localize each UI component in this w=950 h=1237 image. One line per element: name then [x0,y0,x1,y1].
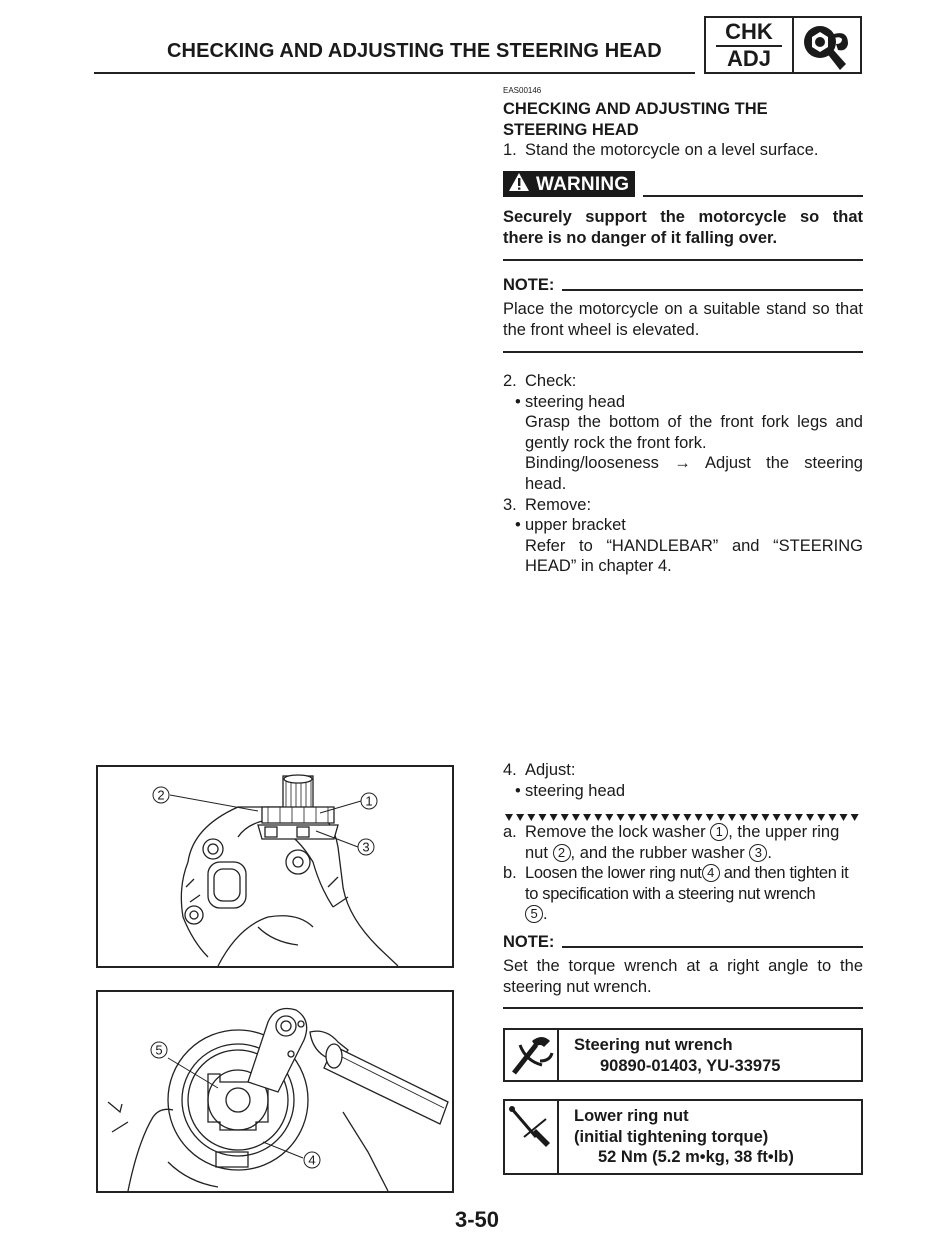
substep-a-text-4: . [767,843,772,862]
substep-b [503,863,863,925]
torque-wrench-illustration [98,992,452,1191]
step-1 [503,140,863,161]
spec-2-condition: (initial tightening torque) [574,1127,769,1146]
spec-2-value: 52 Nm (5.2 m•kg, 38 ft•lb) [598,1148,794,1167]
marker-triangle [728,814,736,821]
section-heading [503,99,863,140]
marker-triangle [661,814,669,821]
figure-steering-head-nuts [96,765,454,968]
marker-triangle [561,814,569,821]
step-2-condition: Binding/looseness [525,454,659,473]
callout-3: 3 [749,844,767,862]
substep-b-text-2: and then tighten it to specification with a steering nut wrench [525,864,849,903]
spec-lower-ring-nut-torque [503,1099,863,1175]
marker-triangle [628,814,636,821]
marker-triangle [773,814,781,821]
marker-triangle [695,814,703,821]
wrench-nut-icon [800,22,856,72]
step-4-number: 4. [503,761,517,779]
spec-1-part-number: 90890-01403, YU-33975 [600,1056,781,1075]
step-2-number: 2. [503,372,517,390]
step-4-bullet: steering head [525,781,625,800]
marker-triangle [605,814,613,821]
marker-triangle [806,814,814,821]
chapter-badge [704,16,862,74]
marker-triangle [538,814,546,821]
warning-text: Securely support the motorcycle so that there is no danger of it falling over. [503,208,863,247]
callout-1: 1 [710,823,728,841]
warning-rule [643,195,863,197]
marker-triangle [527,814,535,821]
figure-callout-5: 5 [155,1042,163,1058]
substep-a-text-2: , the upper ring nut [525,823,840,862]
spec-1-name: Steering nut wrench [574,1036,733,1054]
note-2-label: NOTE: [503,933,555,951]
page-number: 3-50 [455,1207,500,1232]
torque-wrench-icon [506,1103,556,1153]
callout-2: 2 [553,844,571,862]
marker-triangle [594,814,602,821]
marker-triangle [817,814,825,821]
step-3-number: 3. [503,495,517,514]
marker-triangle [840,814,848,821]
marker-triangle [750,814,758,821]
substep-a [503,822,863,863]
special-tool-icon [506,1031,556,1081]
callout-5: 5 [525,905,543,923]
badge-chk: CHK [725,19,773,44]
page-title: CHECKING AND ADJUSTING THE STEERING HEAD [167,40,662,62]
marker-triangle [639,814,647,821]
step-2: 2. Check: • steering head Grasp the bottom of the front fork legs and gently rock the front fork. Binding/looseness → Adjust the steering head. 3. Remove: • upper bracket Refer to “HANDLEBAR” and “STEERING HEAD” in chapter 4. [503,372,863,576]
marker-triangle [550,814,558,821]
note-2-end-rule [503,1007,863,1009]
spec-2-icon-cell [505,1101,559,1173]
step-3-bullet: upper bracket [525,516,626,535]
warning-end-rule [503,259,863,261]
marker-triangle [516,814,524,821]
badge-adj: ADJ [726,46,771,71]
spec-1-text [574,1035,780,1076]
figure-steering-nut-wrench [96,990,454,1193]
marker-triangle [572,814,580,821]
marker-triangle [795,814,803,821]
figure-callout-2: 2 [157,787,165,803]
marker-triangle [650,814,658,821]
substep-a-letter: a. [503,823,517,841]
section-code: EAS00146 [503,86,542,95]
note-1-label: NOTE: [503,276,555,294]
note-2-header [503,932,863,953]
marker-triangle [672,814,680,821]
note-1-text: Place the motorcycle on a suitable stand so that the front wheel is elevated. [503,300,863,339]
spec-2-text [574,1106,794,1168]
header-rule [94,72,695,74]
spec-steering-nut-wrench [503,1028,863,1082]
step-2-instruction: Grasp the bottom of the front fork legs and gently rock the front fork. [525,413,863,452]
badge-split [792,18,794,72]
figure-callout-4: 4 [308,1152,316,1168]
substep-b-text: Loosen the lower ring nut [525,864,702,883]
step-3-label: Remove: [525,495,592,514]
note-2-text: Set the torque wrench at a right angle to the steering nut wrench. [503,957,863,996]
step-2-result [503,453,863,494]
marker-triangle [683,814,691,821]
marker-triangle [739,814,747,821]
section-heading-line2: STEERING HEAD [503,120,639,139]
step-1-text: Stand the motorcycle on a level surface. [525,141,819,159]
marker-triangle [828,814,836,821]
step-2-action: Adjust the steering head. [525,454,863,493]
step-4: 4. Adjust: • steering head [503,761,625,800]
steering-head-illustration [98,767,452,966]
arrow-icon: → [674,454,691,473]
figure-callout-1: 1 [365,793,373,809]
marker-triangle [583,814,591,821]
step-1-number: 1. [503,141,517,159]
marker-triangle [851,814,859,821]
warning-badge [503,171,635,197]
marker-triangle [717,814,725,821]
step-4-label: Adjust: [525,761,576,779]
step-2-label: Check: [525,372,577,390]
note-1-end-rule [503,351,863,353]
marker-triangle [617,814,625,821]
step-3-text: Refer to “HANDLEBAR” and “STEERING HEAD” in chapter 4. [525,536,863,576]
warning-header [503,171,863,197]
figure-callout-3: 3 [362,839,370,855]
marker-triangle [505,814,513,821]
substep-a-text-3: , and the rubber washer [570,843,745,862]
substep-b-letter: b. [503,864,517,883]
warning-triangle-icon [508,172,530,192]
section-heading-line1: CHECKING AND ADJUSTING THE [503,100,768,118]
callout-4: 4 [702,864,720,882]
marker-triangle [784,814,792,821]
note-1-header [503,275,863,296]
spec-1-icon-cell [505,1030,559,1080]
step-2-bullet: steering head [525,392,625,411]
step-4-substeps [503,822,863,925]
marker-triangle [706,814,714,821]
warning-label: WARNING [536,174,630,195]
substep-a-text: Remove the lock washer [525,823,706,841]
substep-b-text-3: . [543,905,548,924]
spec-2-name: Lower ring nut [574,1107,689,1125]
marker-triangle [761,814,769,821]
